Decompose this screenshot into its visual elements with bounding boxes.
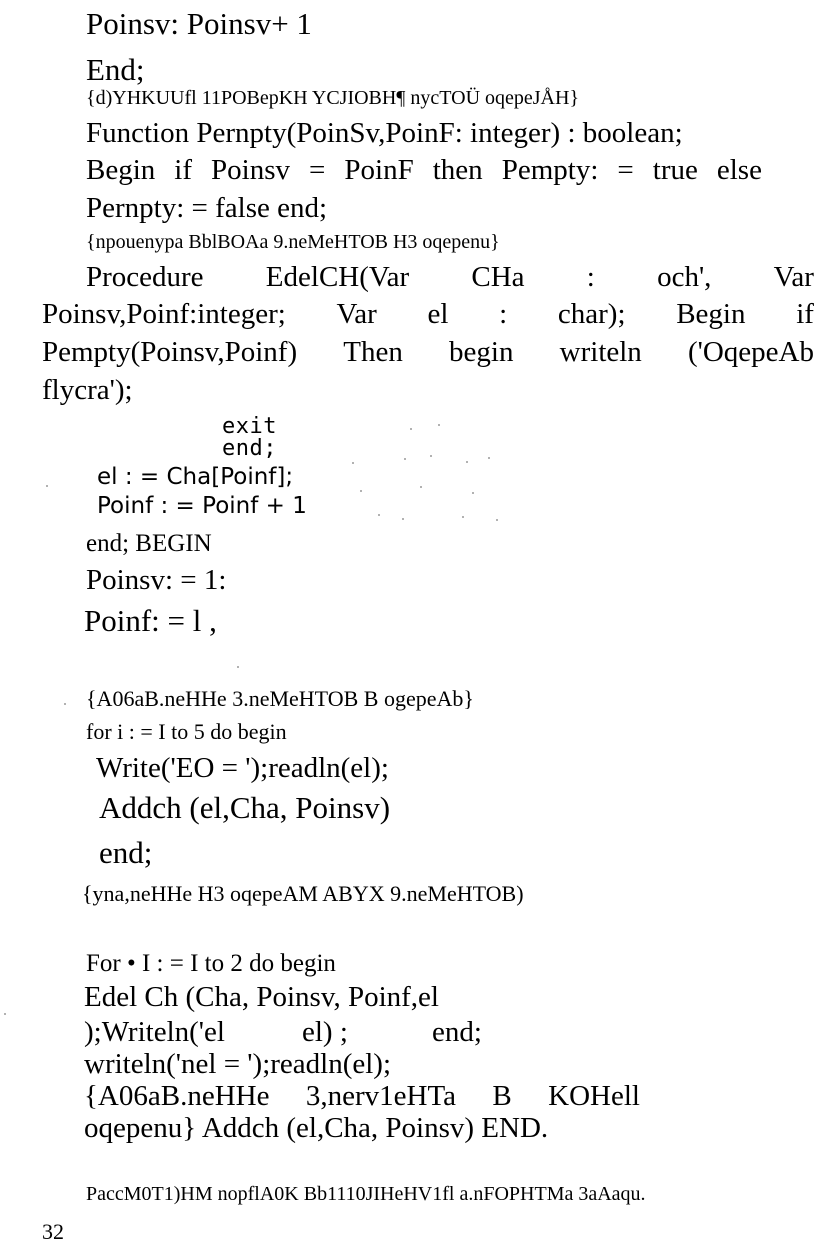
word: : — [586, 261, 595, 293]
scan-speckle — [404, 458, 406, 460]
page-number: 32 — [42, 1219, 64, 1244]
code-line-justified — [84, 1082, 640, 1111]
word: char); — [557, 298, 626, 330]
scan-speckle — [237, 666, 239, 668]
word: ('OqepeAb — [687, 336, 814, 368]
word: Then — [343, 336, 403, 368]
word: 3,nerv1eHTa — [305, 1080, 457, 1112]
scan-speckle — [46, 485, 48, 487]
code-line: el) ; — [302, 1016, 348, 1048]
word: {A06aB.neHHe — [84, 1080, 270, 1112]
code-comment: {yna,neHHe H3 oqepeAM ABYX 9.neMeHTOB) — [82, 881, 524, 906]
word: : — [499, 298, 508, 330]
code-line-scanned: Poinf : = Poinf + 1 — [97, 493, 307, 519]
word: else — [716, 154, 762, 186]
scan-speckle — [472, 492, 474, 494]
code-line: End; — [86, 52, 145, 87]
code-comment: {A06aB.neHHe 3.neMeHTOB B ogepeAb} — [86, 686, 474, 711]
word: el — [427, 298, 449, 330]
scan-speckle — [420, 486, 422, 488]
word: Begin — [676, 298, 746, 330]
code-comment: {npouenypa BblBOAa 9.neMeHTOB H3 oqepenu} — [86, 231, 500, 253]
word: B — [492, 1080, 512, 1112]
word: Var — [336, 298, 377, 330]
word: then — [432, 154, 483, 186]
word: Pempty(Poinsv,Poinf) — [42, 336, 298, 368]
word: writeln — [559, 336, 642, 368]
word: if — [174, 154, 193, 186]
word: Procedure — [86, 261, 204, 293]
word: Poinsv,Poinf:integer; — [42, 298, 286, 330]
scan-speckle — [4, 1013, 6, 1015]
scan-speckle — [488, 457, 490, 459]
code-line-scanned: exit — [222, 414, 277, 439]
code-line: writeln('nel = ');readln(el); — [84, 1048, 392, 1080]
code-line: oqepenu} Addch (el,Cha, Poinsv) END. — [84, 1112, 549, 1144]
code-line: end; BEGIN — [86, 530, 212, 557]
code-line: for i : = I to 5 do begin — [86, 719, 287, 744]
scan-speckle — [352, 462, 354, 464]
code-line: Poinf: = l , — [84, 603, 217, 638]
code-line: );Writeln('el — [84, 1016, 225, 1048]
word: KOHell — [548, 1080, 640, 1112]
scan-speckle — [466, 461, 468, 463]
code-line: end; — [432, 1016, 482, 1048]
word: Begin — [86, 154, 156, 186]
code-line: For • I : = I to 2 do begin — [86, 950, 336, 977]
word: true — [652, 154, 698, 186]
code-line-justified — [42, 338, 814, 367]
code-comment: {d)YHKUUfl 11POBepKH YCJIOBH¶ nycTOÜ oqepeJÅH} — [86, 87, 580, 109]
word: begin — [449, 336, 514, 368]
word: = — [617, 154, 634, 186]
code-line: Pernpty: = false end; — [86, 192, 328, 224]
word: Pempty: — [501, 154, 599, 186]
word: Poinsv — [211, 154, 291, 186]
code-line: flycra'); — [42, 374, 133, 406]
word: och', — [657, 261, 712, 293]
word: CHa — [471, 261, 525, 293]
code-line-justified — [42, 300, 814, 329]
word: PoinF — [344, 154, 414, 186]
scan-speckle — [402, 518, 404, 520]
word: if — [796, 298, 814, 330]
code-line: Addch (el,Cha, Poinsv) — [99, 790, 391, 825]
body-text: PaccM0T1)HM nopflA0K Bb1110JIHeHV1fl a.nFOPHTMa 3aAaqu. — [86, 1183, 646, 1205]
scan-speckle — [360, 490, 362, 492]
scan-speckle — [462, 516, 464, 518]
code-line: end; — [99, 835, 153, 870]
code-line-justified — [86, 156, 762, 185]
code-line-scanned: el : = Cha[Poinf]; — [97, 464, 294, 490]
code-line: Function Pernpty(PoinSv,PoinF: integer) : boolean; — [86, 117, 683, 149]
scan-speckle — [378, 514, 380, 516]
code-line-justified — [86, 263, 814, 292]
code-line-scanned: end; — [222, 436, 277, 461]
code-line: Poinsv: = 1: — [86, 564, 227, 596]
scan-speckle — [430, 455, 432, 457]
word: Var — [773, 261, 814, 293]
scan-speckle — [438, 424, 440, 426]
code-line: Edel Ch (Cha, Poinsv, Poinf,el — [84, 981, 439, 1013]
word: = — [309, 154, 326, 186]
scan-speckle — [410, 428, 412, 430]
word: EdelCH(Var — [265, 261, 410, 293]
scan-speckle — [496, 519, 498, 521]
code-line: Write('EO = ');readln(el); — [96, 752, 389, 784]
code-line: Poinsv: Poinsv+ 1 — [86, 6, 312, 41]
scan-speckle — [64, 703, 66, 705]
